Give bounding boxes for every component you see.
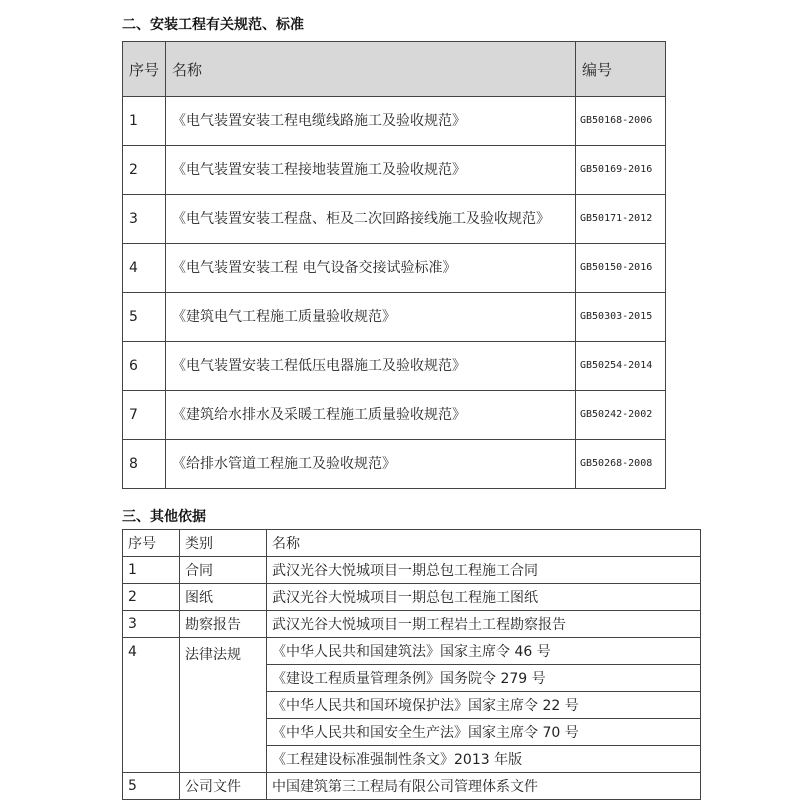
row-name: 《电气装置安装工程 电气设备交接试验标准》 (166, 244, 576, 293)
row-name: 《建筑电气工程施工质量验收规范》 (166, 293, 576, 342)
row-code: GB50242-2002 (576, 391, 666, 440)
row-seq: 4 (123, 638, 180, 773)
table-row (123, 244, 666, 293)
row-category: 法律法规 (180, 638, 267, 773)
law-item: 《中华人民共和国环境保护法》国家主席令 22 号 (267, 692, 701, 719)
header-name: 名称 (166, 42, 576, 97)
row-seq: 7 (123, 391, 166, 440)
row-seq: 6 (123, 342, 166, 391)
row-seq: 5 (123, 293, 166, 342)
row-name: 中国建筑第三工程局有限公司管理体系文件 (267, 773, 701, 800)
row-name: 《建筑给水排水及采暖工程施工质量验收规范》 (166, 391, 576, 440)
row-seq: 5 (123, 773, 180, 800)
row-name: 《电气装置安装工程低压电器施工及验收规范》 (166, 342, 576, 391)
header-category: 类别 (180, 530, 267, 557)
row-seq: 1 (123, 97, 166, 146)
table-row (123, 97, 666, 146)
table-row (123, 293, 666, 342)
row-category: 合同 (180, 557, 267, 584)
header-seq: 序号 (123, 530, 180, 557)
row-category: 勘察报告 (180, 611, 267, 638)
table-row (123, 440, 666, 489)
table-header-row (123, 42, 666, 97)
row-name: 武汉光谷大悦城项目一期工程岩土工程勘察报告 (267, 611, 701, 638)
row-name: 《电气装置安装工程接地装置施工及验收规范》 (166, 146, 576, 195)
row-seq: 2 (123, 146, 166, 195)
table-row (123, 391, 666, 440)
law-item: 《中华人民共和国建筑法》国家主席令 46 号 (267, 638, 701, 665)
table-row (123, 342, 666, 391)
other-basis-table (122, 529, 701, 800)
row-name: 《电气装置安装工程电缆线路施工及验收规范》 (166, 97, 576, 146)
table-row (123, 557, 701, 584)
row-name: 《给排水管道工程施工及验收规范》 (166, 440, 576, 489)
table-row (123, 638, 701, 665)
row-code: GB50150-2016 (576, 244, 666, 293)
table-row (123, 146, 666, 195)
law-item: 《中华人民共和国安全生产法》国家主席令 70 号 (267, 719, 701, 746)
row-name: 《电气装置安装工程盘、柜及二次回路接线施工及验收规范》 (166, 195, 576, 244)
row-seq: 4 (123, 244, 166, 293)
row-code: GB50169-2016 (576, 146, 666, 195)
header-code: 编号 (576, 42, 666, 97)
row-code: GB50268-2008 (576, 440, 666, 489)
header-name: 名称 (267, 530, 701, 557)
row-seq: 1 (123, 557, 180, 584)
row-code: GB50168-2006 (576, 97, 666, 146)
table-header-row (123, 530, 701, 557)
row-category: 图纸 (180, 584, 267, 611)
row-seq: 3 (123, 195, 166, 244)
row-name: 武汉光谷大悦城项目一期总包工程施工图纸 (267, 584, 701, 611)
row-code: GB50303-2015 (576, 293, 666, 342)
row-seq: 3 (123, 611, 180, 638)
header-seq: 序号 (123, 42, 166, 97)
row-code: GB50254-2014 (576, 342, 666, 391)
standards-table (122, 41, 666, 489)
table-row (123, 773, 701, 800)
row-code: GB50171-2012 (576, 195, 666, 244)
law-item: 《建设工程质量管理条例》国务院令 279 号 (267, 665, 701, 692)
table-row (123, 195, 666, 244)
row-category: 公司文件 (180, 773, 267, 800)
row-name: 武汉光谷大悦城项目一期总包工程施工合同 (267, 557, 701, 584)
table-row (123, 584, 701, 611)
section2-heading: 二、安装工程有关规范、标准 (122, 17, 304, 33)
table-row (123, 611, 701, 638)
section3-heading: 三、其他依据 (122, 509, 206, 525)
row-seq: 2 (123, 584, 180, 611)
law-item: 《工程建设标准强制性条文》2013 年版 (267, 746, 701, 773)
row-seq: 8 (123, 440, 166, 489)
